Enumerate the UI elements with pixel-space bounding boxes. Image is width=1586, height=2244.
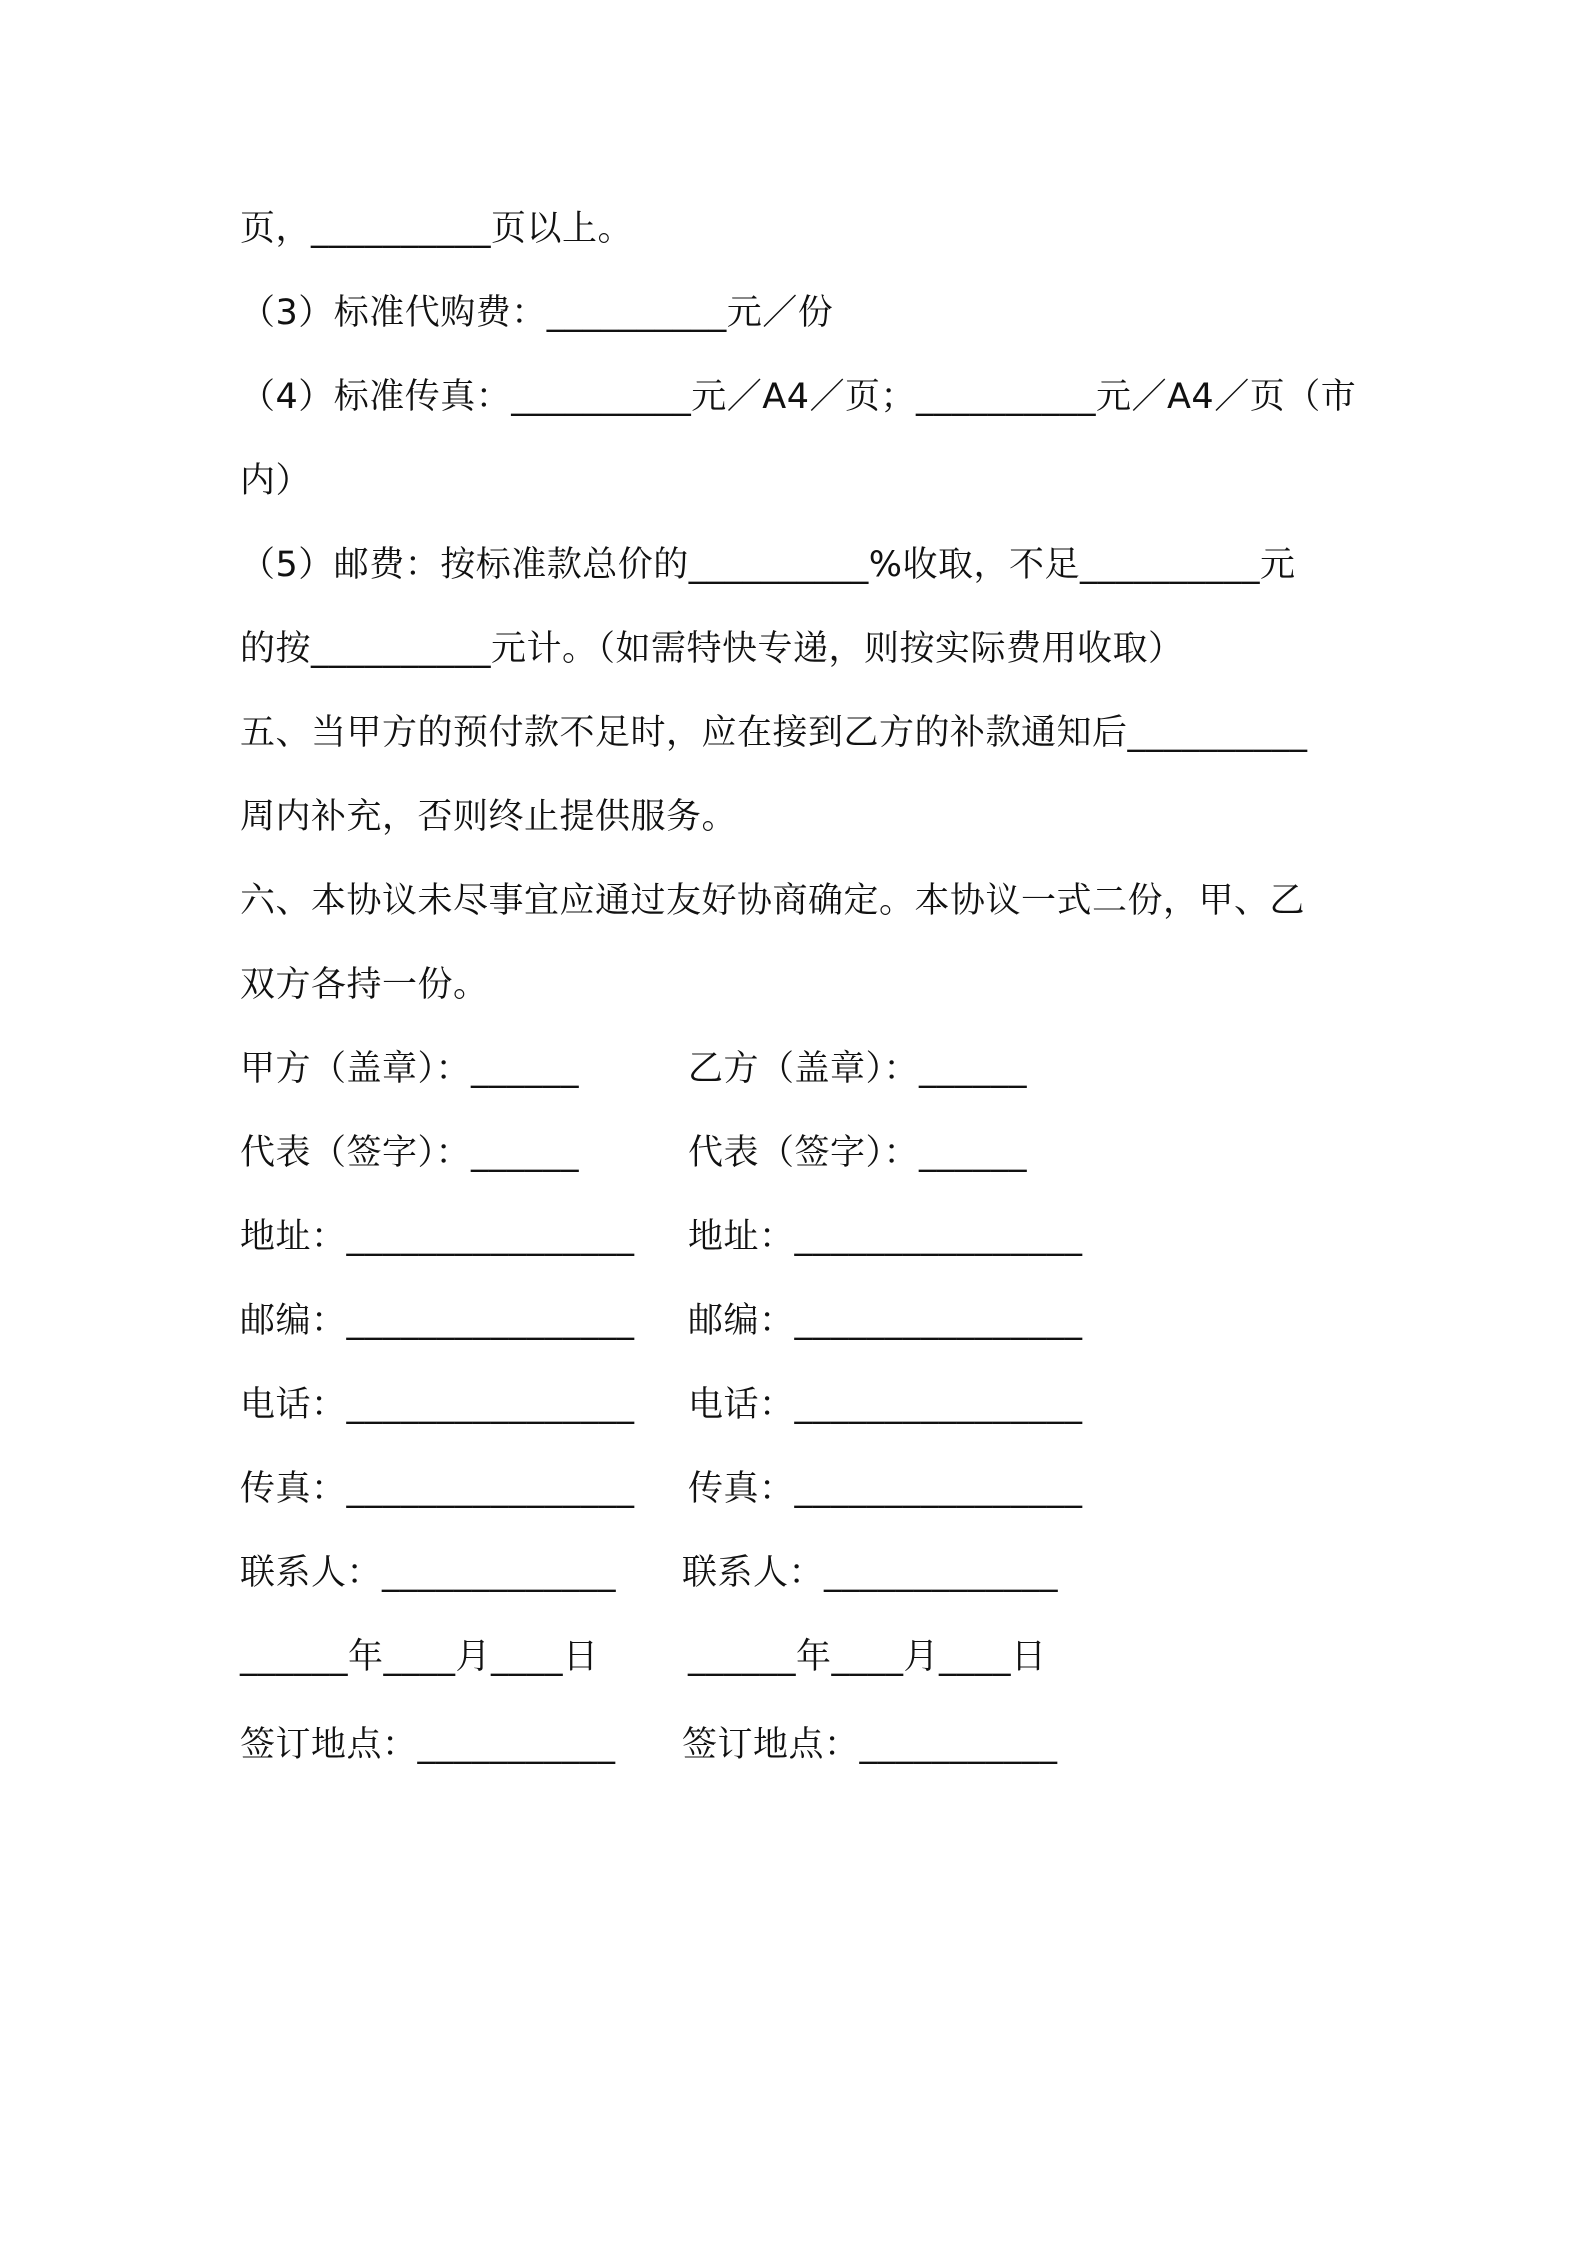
party-a-address: 地址：________________ — [240, 1217, 635, 1257]
paragraph-line: 六、本协议未尽事宜应通过友好协商确定。本协议一式二份，甲、乙 — [240, 881, 1306, 921]
party-a-phone: 电话：________________ — [240, 1385, 635, 1425]
party-b-date: ______年____月____日 — [688, 1637, 1047, 1677]
paragraph-line: （3）标准代购费：__________元／份 — [240, 293, 834, 333]
paragraph-line: 五、当甲方的预付款不足时，应在接到乙方的补款通知后__________ — [240, 713, 1308, 753]
party-a-fax: 传真：________________ — [240, 1469, 635, 1509]
paragraph-line: 页，__________页以上。 — [240, 209, 634, 249]
party-b-address: 地址：________________ — [688, 1217, 1083, 1257]
party-a-seal: 甲方（盖章）：______ — [240, 1049, 580, 1089]
paragraph-line: 内） — [240, 461, 312, 501]
paragraph-line: 的按__________元计。（如需特快专递，则按实际费用收取） — [240, 629, 1184, 669]
party-b-phone: 电话：________________ — [688, 1385, 1083, 1425]
party-a-representative: 代表（签字）：______ — [240, 1133, 580, 1173]
paragraph-line: 双方各持一份。 — [240, 965, 489, 1005]
party-a-postcode: 邮编：________________ — [240, 1301, 635, 1341]
party-b-seal: 乙方（盖章）：______ — [688, 1049, 1028, 1089]
party-b-contact: 联系人：_____________ — [682, 1553, 1059, 1593]
party-a-date: ______年____月____日 — [240, 1637, 599, 1677]
paragraph-line: （5）邮费：按标准款总价的__________%收取，不足__________元 — [240, 545, 1296, 585]
party-b-fax: 传真：________________ — [688, 1469, 1083, 1509]
party-b-postcode: 邮编：________________ — [688, 1301, 1083, 1341]
party-a-contact: 联系人：_____________ — [240, 1553, 617, 1593]
paragraph-line: 周内补充，否则终止提供服务。 — [240, 797, 738, 837]
party-b-representative: 代表（签字）：______ — [688, 1133, 1028, 1173]
paragraph-line: （4）标准传真：__________元／A4／页；__________元／A4／页（市 — [240, 377, 1357, 417]
party-a-signing-place: 签订地点：___________ — [240, 1725, 616, 1765]
party-b-signing-place: 签订地点：___________ — [682, 1725, 1058, 1765]
